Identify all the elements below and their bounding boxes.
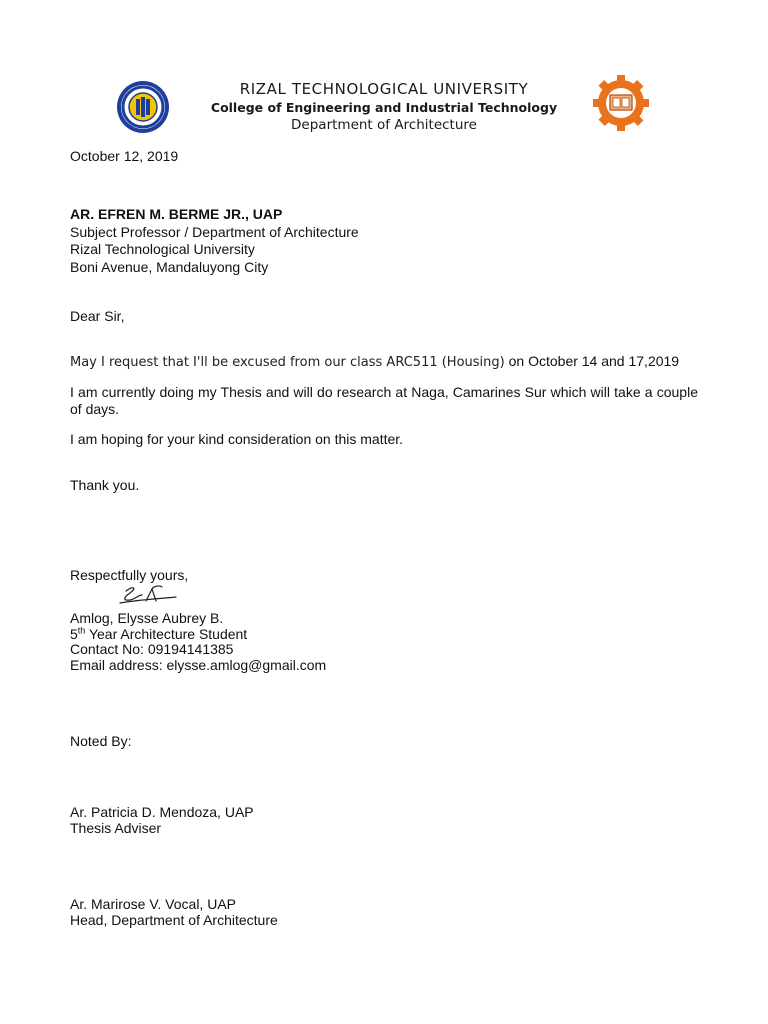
noted-by-label: Noted By:: [70, 733, 132, 749]
recipient-line-3: Boni Avenue, Mandaluyong City: [70, 259, 269, 275]
request-text: May I request that I'll be excused from our class ARC511 (Housing): [70, 355, 505, 370]
body-paragraph-2: I am currently doing my Thesis and will do research at Naga, Camarines Sur which will take a couple of days.: [70, 384, 698, 417]
body-paragraph-4: Thank you.: [70, 477, 140, 493]
recipient-line-1: Subject Professor / Department of Architecture: [70, 224, 359, 240]
recipient-line-2: Rizal Technological University: [70, 241, 255, 257]
head-title: Head, Department of Architecture: [70, 912, 278, 928]
sender-email: Email address: elysse.amlog@gmail.com: [70, 657, 327, 673]
adviser-title: Thesis Adviser: [70, 820, 162, 836]
university-name: RIZAL TECHNOLOGICAL UNIVERSITY: [239, 80, 529, 98]
letterhead: [0, 72, 768, 142]
recipient-name: AR. EFREN M. BERME JR., UAP: [70, 206, 283, 222]
sender-name: Amlog, Elysse Aubrey B.: [70, 610, 224, 626]
salutation: Dear Sir,: [70, 308, 125, 324]
college-gear-emblem-icon: [592, 74, 650, 132]
body-paragraph-3: I am hoping for your kind consideration on this matter.: [70, 431, 404, 447]
sender-contact: Contact No: 09194141385: [70, 641, 234, 657]
signature-icon: [116, 583, 180, 609]
sender-year: 5th Year Architecture Student: [70, 625, 248, 642]
body-paragraph-1: [70, 353, 679, 371]
department-name: Department of Architecture: [291, 117, 477, 133]
head-name: Ar. Marirose V. Vocal, UAP: [70, 896, 236, 912]
adviser-name: Ar. Patricia D. Mendoza, UAP: [70, 804, 254, 820]
letter-date: October 12, 2019: [70, 148, 179, 164]
closing: Respectfully yours,: [70, 567, 189, 583]
college-name: College of Engineering and Industrial Technology: [210, 100, 558, 115]
request-dates: on October 14 and 17,2019: [504, 353, 680, 369]
